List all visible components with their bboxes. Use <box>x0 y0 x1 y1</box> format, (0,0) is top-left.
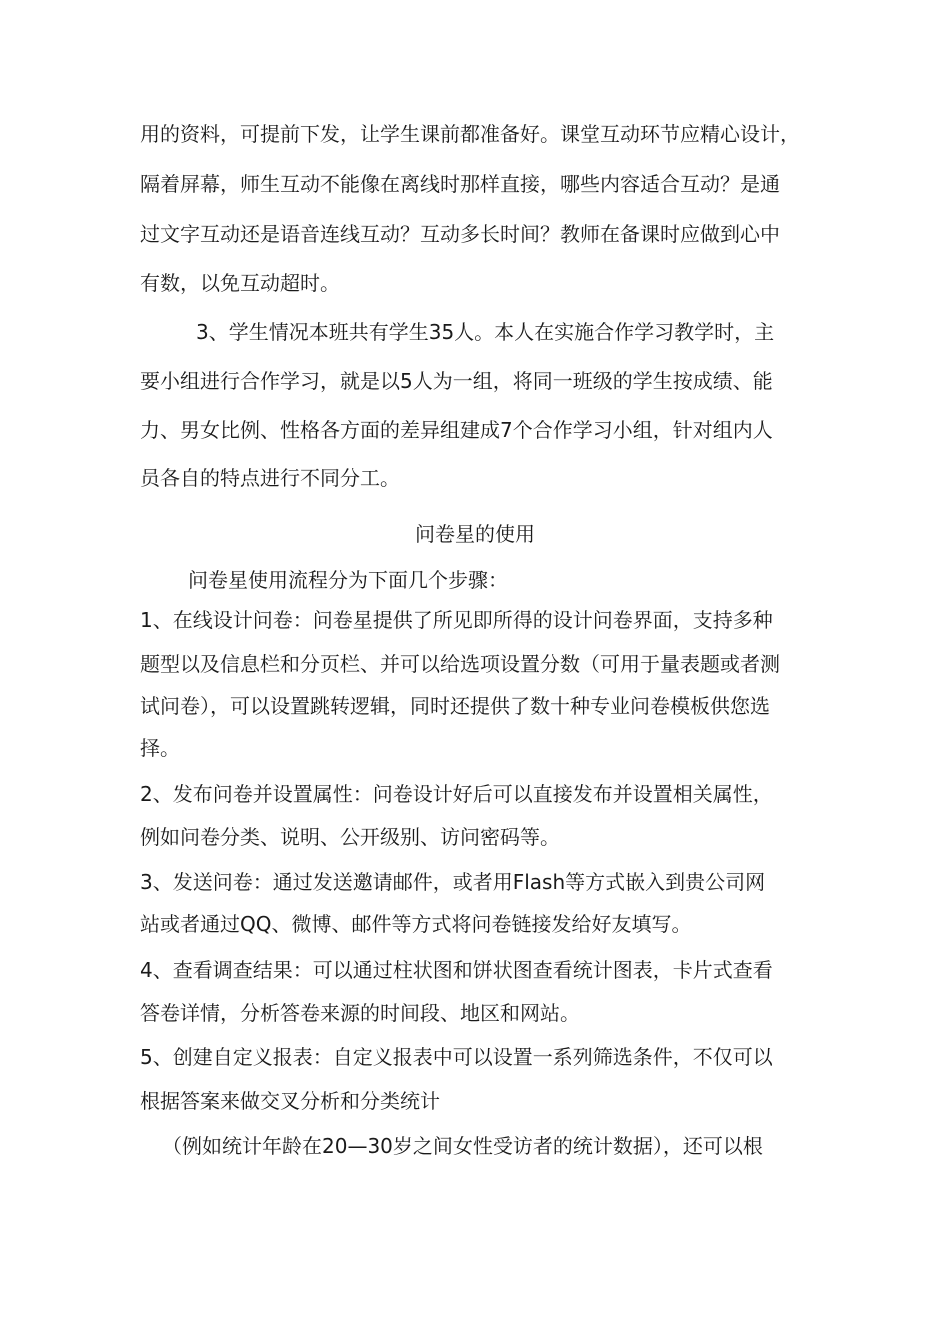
text-line: 例如问卷分类、说明、公开级别、访问密码等。 <box>140 825 560 849</box>
text-line: 力、男女比例、性格各方面的差异组建成7个合作学习小组，针对组内人 <box>140 418 773 442</box>
text-line: 2、发布问卷并设置属性：问卷设计好后可以直接发布并设置相关属性， <box>140 782 773 806</box>
text-line: 3、学生情况本班共有学生35人。本人在实施合作学习教学时，主 <box>196 320 775 344</box>
text-line: 站或者通过QQ、微博、邮件等方式将问卷链接发给好友填写。 <box>140 912 692 936</box>
text-line: 3、发送问卷：通过发送邀请邮件，或者用Flash等方式嵌入到贵公司网 <box>140 870 766 894</box>
text-line: 问卷星使用流程分为下面几个步骤： <box>188 568 508 592</box>
text-line: 4、查看调查结果：可以通过柱状图和饼状图查看统计图表，卡片式查看 <box>140 958 773 982</box>
text-line: 过文字互动还是语音连线互动？互动多长时间？教师在备课时应做到心中 <box>140 222 780 246</box>
text-line: 员各自的特点进行不同分工。 <box>140 466 400 490</box>
text-line: 用的资料，可提前下发，让学生课前都准备好。课堂互动环节应精心设计， <box>140 122 800 146</box>
text-line: 择。 <box>140 736 180 760</box>
text-line: 试问卷），可以设置跳转逻辑，同时还提供了数十种专业问卷模板供您选 <box>140 694 770 718</box>
text-line: 题型以及信息栏和分页栏、并可以给选项设置分数（可用于量表题或者测 <box>140 652 780 676</box>
text-line: （例如统计年龄在20—30岁之间女性受访者的统计数据），还可以根 <box>162 1134 763 1158</box>
text-line: 答卷详情，分析答卷来源的时间段、地区和网站。 <box>140 1001 580 1025</box>
text-line: 1、在线设计问卷：问卷星提供了所见即所得的设计问卷界面，支持多种 <box>140 608 773 632</box>
text-line: 要小组进行合作学习，就是以5人为一组，将同一班级的学生按成绩、能 <box>140 369 773 393</box>
text-line: 根据答案来做交叉分析和分类统计 <box>140 1089 440 1113</box>
text-line: 隔着屏幕，师生互动不能像在离线时那样直接，哪些内容适合互动？是通 <box>140 172 780 196</box>
section-heading: 问卷星的使用 <box>415 522 535 546</box>
text-line: 有数，以免互动超时。 <box>140 271 340 295</box>
text-line: 5、创建自定义报表：自定义报表中可以设置一系列筛选条件，不仅可以 <box>140 1045 773 1069</box>
